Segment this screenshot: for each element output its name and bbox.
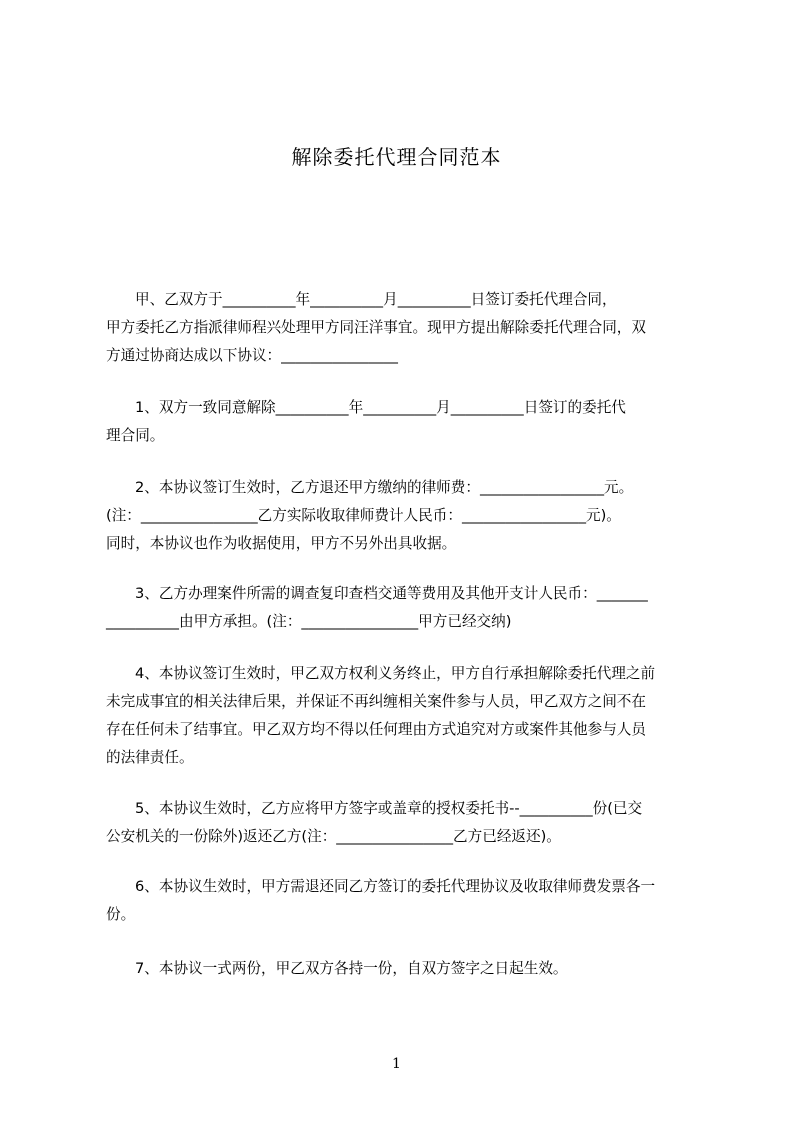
paragraph-line: 5、本协议生效时，乙方应将甲方签字或盖章的授权委托书--__________份(已交 <box>135 800 643 817</box>
paragraph-line: 6、本协议生效时，甲方需退还同乙方签订的委托代理协议及收取律师费发票各一 <box>135 878 656 895</box>
paragraph-line: 存在任何未了结事宜。甲乙双方均不得以任何理由方式追究对方或案件其他参与人员 <box>106 721 646 738</box>
intro-paragraph <box>106 286 706 370</box>
clause-3 <box>106 580 706 636</box>
document-title: 解除委托代理合同范本 <box>291 145 502 169</box>
paragraph-line: 份。 <box>106 906 136 923</box>
paragraph-line: 3、乙方办理案件所需的调查复印查档交通等费用及其他开支计人民币：_______ <box>135 585 648 602</box>
clause-6 <box>106 873 706 929</box>
page-number: 1 <box>392 1056 401 1072</box>
paragraph-line: 4、本协议签订生效时，甲乙双方权利义务终止，甲方自行承担解除委托代理之前 <box>135 665 656 682</box>
clause-4 <box>106 660 706 772</box>
paragraph-line: 2、本协议签订生效时，乙方退还甲方缴纳的律师费：_________________元。 <box>135 479 634 496</box>
paragraph-line: 甲、乙双方于__________年__________月__________日签订委托代理合同， <box>135 291 617 308</box>
paragraph-line: 理合同。 <box>106 427 165 444</box>
clause-1 <box>106 394 706 450</box>
clause-7 <box>106 955 706 983</box>
paragraph-line: (注：________________乙方实际收取律师费计人民币：_________________元)。 <box>106 507 621 524</box>
paragraph-line: __________由甲方承担。(注：________________甲方已经交纳) <box>106 613 512 630</box>
paragraph-line: 方通过协商达成以下协议：________________ <box>106 347 398 364</box>
paragraph-line: 未完成事宜的相关法律后果，并保证不再纠缠相关案件参与人员，甲乙双方之间不在 <box>106 693 646 710</box>
paragraph-line: 7、本协议一式两份，甲乙双方各持一份，自双方签字之日起生效。 <box>135 960 568 977</box>
paragraph-line: 甲方委托乙方指派律师程兴处理甲方同汪洋事宜。现甲方提出解除委托代理合同，双 <box>106 319 646 336</box>
paragraph-line: 的法律责任。 <box>106 749 194 766</box>
paragraph-line: 公安机关的一份除外)返还乙方(注：________________乙方已经返还)。 <box>106 828 561 845</box>
paragraph-line: 1、双方一致同意解除__________年__________月__________日签订的委托代 <box>135 399 626 416</box>
clause-2 <box>106 474 706 558</box>
clause-5 <box>106 795 706 851</box>
paragraph-line: 同时，本协议也作为收据使用，甲方不另外出具收据。 <box>106 535 457 552</box>
